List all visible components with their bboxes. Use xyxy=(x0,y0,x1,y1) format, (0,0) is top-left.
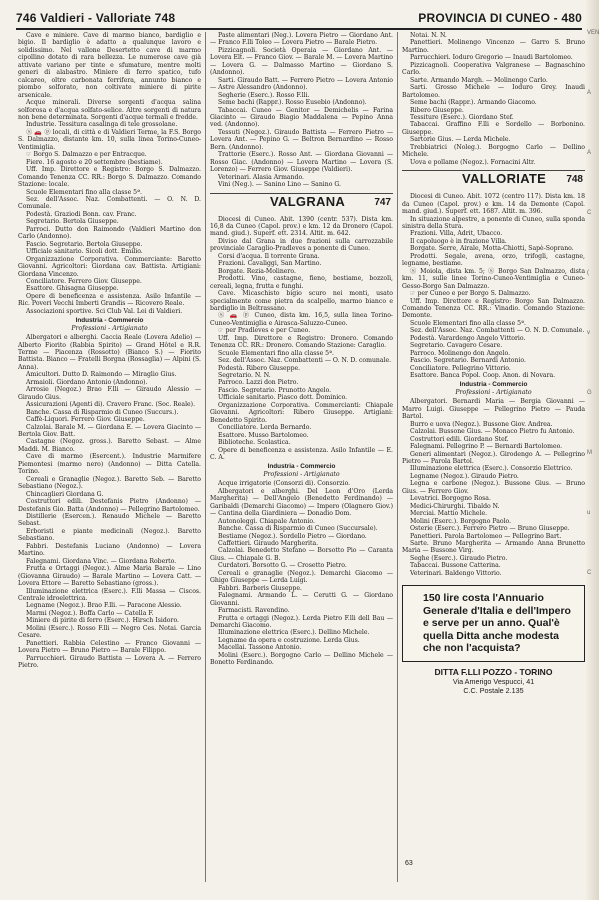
directory-entry: Albergatori. Bernardi Maria — Bergia Giovanni — Marro Luigi. Giuseppe — Pellegrino Pietro — Pauda Bartol. xyxy=(402,398,585,421)
directory-entry: Sarte. Armando Margh. — Molinengo Carlo. xyxy=(410,76,548,84)
paragraph: Fascio. Segretario. Prunotto Angelo. xyxy=(218,386,332,394)
paragraph: Opere di beneficenza e assistenza. Asilo Infantile — Ric. Poveri Vecchi Imberti Grandis — Ricovero Reale. xyxy=(18,292,201,308)
directory-entry: Seme bachi (Rappr.). Rosso Eusebio (Andonno). xyxy=(218,99,367,107)
paragraph: Cave e miniere. Cave di marmo bianco, bardiglio e bigio. Il bardiglio è adatto a qualunque lavoro e solidissimo. Nel vallone Desertetto cave di marmo cipollino dotato di rara bellezza. Le numerose cave già attivate variano per tinte e sfumature, mentre molti generi di alabastro. Miniere di ferro spatico, tufo calcareo, oltre carbonata ferrifera, annunto bianco e piombo solforato, non coltivate miniere di pirite arsenicale. xyxy=(18,32,201,99)
valdieri-business-list-cont xyxy=(210,32,393,189)
section-title: Industria - Commercio xyxy=(267,463,336,471)
paragraph: Fiere. 16 agosto e 20 settembre (bestiame). xyxy=(26,158,163,166)
directory-entry: Trebbiatrici (Noleg.). Borgogno Carlo — Dellino Michele. xyxy=(402,143,585,159)
paragraph: ☞ per Pradleves e per Cuneo. xyxy=(218,327,311,335)
section-subtitle: Professioni - Artigianato xyxy=(263,470,340,478)
paragraph: Organizzazione Corporativa. Commercianti: Chiapale Giovanni. Agricoltori: Ribero Giuseppe. Artigiani: Benedetto Spirito. xyxy=(210,401,393,424)
directory-entry: Segherie (Eserc.). Rosso F.lli. xyxy=(218,91,310,99)
edge-mark: C xyxy=(587,570,592,576)
paragraph: Podestà. Graziodi Bonn. cav. Franc. xyxy=(26,210,137,218)
paragraph: Sez. dell'Assoc. Naz. Combattenti — O. N. D. comunale. xyxy=(218,357,392,365)
valdieri-description xyxy=(18,32,201,315)
advertiser-block xyxy=(402,668,585,695)
directory-entry: Calzolai. Bussone Gius. — Monaco Pietro fu Antonio. xyxy=(410,428,575,436)
directory-entry: Generi alimentari (Negoz.). Girodengo A. — Pellegrino Pietro — Parola Bartol. xyxy=(402,450,585,466)
directory-entry: Frutta e ortaggi (Negoz.). Lerda Pietro F.lli dell Bau — Demarchi Giacomo. xyxy=(210,614,393,629)
directory-entry: Miniere di pirite di ferro (Eserc.). Hirsch Isidoro. xyxy=(26,617,179,625)
directory-entry: Falegnami. Armando L. — Cerutti G. — Giordano Giovanni. xyxy=(210,592,393,607)
paragraph: Conciliatore. Pellegrino Vittorio. xyxy=(410,364,511,372)
valdieri-business-list xyxy=(18,334,201,669)
ad-address: Via Amerigo Vespucci, 41 xyxy=(452,676,535,686)
paragraph: Opere di beneficenza e assistenza. Asilo Infantile — E. C. A. xyxy=(210,446,393,462)
ad-company: DITTA F.LLI POZZO - TORINO xyxy=(434,666,553,677)
section-subtitle: Professioni - Artigianato xyxy=(455,388,532,396)
paragraph: Parroco. Lazzi don Pietro. xyxy=(218,379,299,387)
paragraph: Esattore. Banca Popol. Coop. Anon. di Novara. xyxy=(410,372,556,380)
directory-entry: Arrosie (Negoz.) Brao F.lli — Giraudo Alessio — Giraudo Gius. xyxy=(18,386,201,401)
directory-entry: Uova e pollame (Negoz.). Fornacini Altr. xyxy=(410,158,536,166)
directory-entry: Tessiture (Eserc.). Giordano Stef. xyxy=(410,113,514,121)
town-code: 748 xyxy=(566,174,583,186)
directory-entry: Falegnami. Pellegrino P. — Bernardi Bartolomeo. xyxy=(410,443,563,451)
paragraph: Uff. Imp. Direttore e Registro: Borgo S. Dalmazzo. Comando Tenenza CC. RR.: Borgo S. Dalmazzo. Comando Stazione: locale. xyxy=(18,166,201,189)
directory-entry: Calzolai. Benedetto Stefano — Borsotto Pio — Caranta Gius. — Chiapale G. B. xyxy=(210,547,393,562)
paragraph: Ufficiale sanitario. Sicoli dott. Emilio. xyxy=(26,248,143,256)
directory-entry: Parrucchieri. Ioduro Gregorio — Inaudi Bartolomeo. xyxy=(410,54,573,62)
directory-entry: Tessuti (Negoz.). Giraudo Battista — Ferrero Pietro — Lovera Ant. — Pepino G. — Beltron Bernardino — Rosso Bern. (Andonno). xyxy=(210,128,393,151)
directory-entry: Parrucchieri. Giraudo Battista — Lovera A. — Ferrero Pietro. xyxy=(18,654,201,670)
edge-mark: VEN xyxy=(587,30,599,36)
directory-entry: Trattorie (Eserc.). Rosso Ant. — Giordana Giovanni — Rosso Giac. (Andonno) — Lovera Martino — Lovera (S. Lorenzo) — Ferrero Giov. Giuseppe (Valdieri). xyxy=(210,151,393,174)
town-code: 747 xyxy=(374,196,391,208)
directory-entry: Caffettieri. Giraudo Margherita. xyxy=(218,540,319,547)
running-header xyxy=(16,8,582,28)
page-number: 63 xyxy=(405,860,413,867)
valloriate-business-list xyxy=(402,398,585,577)
directory-entry: Illuminazione elettrica (Eserc.). Dellino Michele. xyxy=(218,629,370,637)
paragraph: Uff. Imp. Direttore e Registro: Dronero. Comando Tenenza CC. RR.: Dronero. Comando Stazione: Caraglio. xyxy=(210,334,393,350)
directory-entry: Seme bachi (Rappr.). Armando Giacomo. xyxy=(410,99,537,107)
directory-entry: Sartorie Gius. — Lerda Michele. xyxy=(410,136,511,144)
valgrana-business-list-cont xyxy=(402,32,585,166)
section-subtitle: Professioni - Artigianato xyxy=(71,324,148,332)
paragraph: Diocesi di Cuneo. Abit. 1390 (centr. 537). Dista km. 16,8 da Cuneo (Capol. prov.) e km. 12 da Dronero (Capol. mand. giud.). Superf. ett. 2314. Altit. m. 642. xyxy=(210,215,393,238)
edge-mark: G xyxy=(587,390,592,396)
directory-entry: Notai. N. N. xyxy=(410,32,447,39)
directory-entry: Sarti. Giraudo Batt. — Ferrero Pietro — Lovera Antonio — Astre Alessandro (Andonno). xyxy=(210,76,393,92)
directory-entry: Albergatori e alberghi. Caccia Reale (Lovera Adelio) — Alberto Fiorito (Rabbia Spirito) — Grand Hôtel e R.R. Terme — Piacenza (Rossotto) (Bianco S.) — Fiorito Battista. Bianco — Fratelli Borgna (Rossaglia) — Alpini (S. Anna). xyxy=(18,334,201,371)
directory-entry: Pizzicagnoli. Società Operaia — Giordano Ant. — Lovera Elt. — Franco Giov. — Barale M. — Lovera Martino — Lovera G. — Dalmasso Martino — Giordano S. (Andonno). xyxy=(210,46,393,77)
paragraph: Cave. Micaschisto bigio scuro nei monti, usato specialmente come pietra da scalpello, marmo bianco e bardiglio in Beltrassano. xyxy=(210,290,393,312)
section-title: Industria - Commercio xyxy=(75,317,144,325)
directory-entry: Pizzicagnoli. Cooperativa Valgranese — Bagnaschino Carlo. xyxy=(402,61,585,77)
directory-entry: Merciai. Mattio Michele. xyxy=(410,510,488,518)
directory-entry: Panettieri. Molinengo Vincenzo — Garro S. Bruno Martino. xyxy=(402,39,585,54)
edge-mark: A xyxy=(587,90,592,96)
directory-entry: Albergatori e alberghi. Del Leon d'Oro (Lerda Margherita) — Dell'Angelo (Benedetto Ferdinando) — Garibaldi (Demarchi Giacomo) — Impero (Olagnero Giov.) — Cantina della Giardiniera — Donadio Dom. xyxy=(210,487,393,518)
directory-entry: Legna e carbone (Negoz.). Bussone Gius. — Bruno Gius. — Ferrero Giov. xyxy=(402,480,585,495)
directory-entry: Tabaccai. Cuneo — Genitor — Demichelis — Farina Giacinto — Giraudo Biagio Maddalena — Pepino Anna ved. (Andonno). xyxy=(210,106,393,129)
directory-entry: Banche. Cassa di Risparmio di Cuneo (Succursale). xyxy=(218,525,378,533)
paragraph: Prodotti. Vino, castagne, fieno, bestiame, bozzoli, cereali, legna, frutta e funghi. xyxy=(210,275,393,290)
directory-entry: Falegnami. Giordana Vinc. — Giordana Roberto. xyxy=(26,557,177,565)
directory-entry: Tabaccai. Graffino F.lli e Sordello — Borbonino. Giuseppe. xyxy=(402,121,585,136)
section-title: Industria - Commercio xyxy=(459,381,528,389)
directory-entry: Paste alimentari (Neg.). Lovera Pietro — Giordano Ant. — Franco F.lli Toleo — Lovera Pietro — Barale Pietro. xyxy=(210,32,393,47)
directory-entry: Costruttori edili. Destefanis Pietro (Andonno) — Destefanis Gio. Batta (Andonno) — Pellegrino Bartolomeo. xyxy=(18,498,201,513)
paragraph: Frazioni. Cavaliggi, San Martino. xyxy=(218,260,322,268)
paragraph: In situazione alpestre, a ponente di Cuneo, sulla sponda sinistra della Stura. xyxy=(402,215,585,230)
directory-entry: Chincaglieri Giordana G. xyxy=(26,490,104,498)
paragraph: Biblioteche. Scolastica. xyxy=(218,439,291,447)
ad-text: 150 lire costa l'Annuario Generale d'Italia e dell'Impero e serve per un anno. Qual'è quella Ditta anche modesta che non l'acquista? xyxy=(423,592,571,655)
directory-entry: Macellai. Tassone Antonio. xyxy=(218,644,302,652)
paragraph: Diocesi di Cuneo. Abit. 1072 (centro 117). Dista km. 18 da Cuneo (Capol. prov.) e km. 14 da Demonte (Capol. mand. giud.). Superf. ett. 1687. Altit. m. 396. xyxy=(402,193,585,216)
paragraph: Scuole Elementari fino alla classe 5ª. xyxy=(26,188,142,196)
edge-mark: C xyxy=(587,210,592,216)
directory-entry: Caffè-Liquori. Ferrero Giov. Giuseppe. xyxy=(26,416,145,424)
column-divider xyxy=(397,32,398,882)
directory-entry: Vini (Neg.). — Sanino Lino — Sanino G. xyxy=(218,181,341,189)
directory-entry: Calzolai. Barale M. — Giordana E. — Lovera Giacinto — Bertola Giov. Batt. xyxy=(18,423,201,439)
directory-entry: Osterie (Eserc.). Ferrero Pietro — Bruno Giuseppe. xyxy=(410,525,570,533)
directory-entry: Marmi (Negoz.). Boffa Carlo — Catella F. xyxy=(26,609,154,617)
directory-entry: Burro e uova (Negoz.). Bussone Giov. Andrea. xyxy=(410,420,553,428)
paragraph: Borgate. Serre, Airale, Motta-Chiotti, Sapè-Soprano. xyxy=(410,245,574,253)
directory-entry: Fabbri. Barberis Giuseppe. xyxy=(218,584,302,592)
ad-postal: C.C. Postale 2.135 xyxy=(463,685,524,695)
paragraph: Esattore. Ghisagna Giuseppe. xyxy=(26,285,119,293)
column-1 xyxy=(18,32,201,892)
town-name: VALGRANA xyxy=(270,193,346,209)
column-2 xyxy=(210,32,393,892)
directory-entry: Amicultori. Dutto D. Raimondo — Miraglio Gius. xyxy=(26,371,177,379)
directory-entry: Erboristi e piante medicinali (Negoz.). Baretto Sebastiano. xyxy=(18,527,201,543)
paragraph: Parroci. Dutto don Raimondo (Valdieri Martino don Carlo (Andonno). xyxy=(18,225,201,241)
directory-entry: Molini (Eserc.). Borgogno Paolo. xyxy=(410,517,512,525)
directory-entry: Banche. Cassa di Risparmio di Cuneo (Succurs.). xyxy=(26,408,179,416)
valgrana-description xyxy=(210,216,393,462)
paragraph: Scuole Elementari fino alla classe 5ª. xyxy=(218,349,334,357)
directory-entry: Ribero Giuseppe. xyxy=(410,106,464,114)
paragraph: Sez. dell'Assoc. Naz. Combattenti — O. N. D. Comunale. xyxy=(410,327,585,335)
header-rule xyxy=(16,28,582,30)
directory-entry: Panettieri. Parola Bartolomeo — Pellegrino Bart. xyxy=(410,532,562,540)
directory-entry: Fabbri. Destefanis Luciano (Andonno) — Lovera Martino. xyxy=(18,542,201,558)
directory-entry: Castagne (Negoz. gross.). Baretto Sebast. — Alme Maddi. M. Bianco. xyxy=(18,438,201,453)
directory-entry: Autonoleggi. Chiapale Antonio. xyxy=(218,517,315,525)
paragraph: ☞ Borgo S. Dalmazzo e per Entracque. xyxy=(26,151,147,159)
directory-entry: Molini (Eserc.). Rosso F.lli — Negro Ces. Notai. Garcia Cesare. xyxy=(18,624,201,640)
column-divider xyxy=(205,32,206,882)
edge-mark: u xyxy=(587,510,591,516)
directory-entry: Veterinari. Alasia Armando. xyxy=(218,173,304,181)
paragraph: Ⓢ 🚗 ⓟ locali, di città e di Valdieri Terme, la F.S. Borgo S. Dalmazzo, distante km. 10, sulla linea Torino-Cuneo-Ventimiglia. xyxy=(18,128,201,151)
directory-entry: Armaioli. Giordano Antonio (Andonno). xyxy=(26,378,148,386)
paragraph: Conciliatore. Ferrero Giov. Giuseppe. xyxy=(26,277,142,285)
town-heading-valloriate xyxy=(402,170,585,191)
directory-entry: Sarte. Bruno Margherita — Armando Anna Brunetto Maria — Bussone Virg. xyxy=(402,540,585,555)
directory-entry: Bestiame (Negoz.). Sordello Pietro — Giordano. xyxy=(218,532,367,540)
directory-entry: Panettieri. Rabbia Celestino — Franco Giovanni — Lovera Pietro — Bruno Pietro — Barale Filippo. xyxy=(18,639,201,655)
valgrana-business-list xyxy=(210,480,393,666)
paragraph: Industrie. Tessitura casalinga di tele grossolane. xyxy=(26,121,178,129)
paragraph: Frazioni. Villa, Adrit, Ubacco. xyxy=(410,230,503,238)
edge-mark: v xyxy=(587,330,590,336)
paragraph: Il capoluogo è in frazione Villa. xyxy=(410,237,507,245)
column-3 xyxy=(402,32,585,892)
directory-entry: Seghe (Eserc.). Giraudo Pietro. xyxy=(410,554,508,562)
directory-entry: Costruttori edili. Giordano Stef. xyxy=(410,435,509,443)
paragraph: Fascio. Segretario. Bernardi Antonio. xyxy=(410,357,526,365)
directory-entry: Legname da opera e costruzione. Lerda Gius. xyxy=(218,636,360,644)
directory-entry: Legname (Negoz.). Giraudo Pietro. xyxy=(410,472,519,480)
directory-entry: Farmacisti. Ravendino. xyxy=(218,607,290,615)
adjacent-page-edge xyxy=(585,0,599,900)
header-right: PROVINCIA DI CUNEO - 480 xyxy=(418,11,582,25)
directory-entry: Legname (Negoz.). Brao F.lli. — Paracone Alessio. xyxy=(26,602,182,610)
paragraph: Esattore. Musso Bartolomeo. xyxy=(218,431,309,439)
directory-entry: Sarti. Grosso Michele — Ioduro Grey. Inaudi Bartolomeo. xyxy=(402,84,585,99)
paragraph: Scuole Elementari fino alla classe 5ª. xyxy=(410,319,526,327)
directory-entry: Illuminazione elettrica (Eserc.). Consorzio Elettrico. xyxy=(410,465,573,473)
paragraph: Ⓢ 🚗 ⓟ Cuneo, dista km. 16,5, sulla linea Torino-Cuneo-Ventimiglia e Airasca-Saluzzo-Cuneo. xyxy=(210,312,393,327)
paragraph: Ⓢ Moiola, dista km. 5; Ⓢ Borgo San Dalmazzo, dista km. 11, sulle linee Torino-Cuneo-Ventimiglia e Cuneo-Gesso-Borgo San Dalmazzo. xyxy=(402,267,585,290)
edge-mark: M xyxy=(587,450,592,456)
paragraph: Acque minerali. Diverse sorgenti d'acqua salina solforosa e d'acqua solfato-selice. Altre sorgenti di natura non bene determinata. Sorgenti d'acque termali e fredde. xyxy=(18,99,201,121)
directory-entry: Tabaccai. Bussone Catterina. xyxy=(410,562,501,570)
paragraph: Parroco. Molinengo don Angelo. xyxy=(410,349,511,357)
directory-entry: Distillerie (Esercen.). Renaudo Michele — Baretto Sebast. xyxy=(18,513,201,528)
directory-entry: Assicurazioni (Agenti di). Cravero Franc. (Soc. Reale). xyxy=(26,401,196,409)
directory-entry: Medici-Chirurghi. Tibaldo N. xyxy=(410,502,500,510)
valloriate-description xyxy=(402,193,585,379)
town-heading-valgrana xyxy=(210,193,393,214)
directory-entry: Levatrici. Borgogno Rosa. xyxy=(410,495,491,503)
paragraph: Prodotti. Segale, avena, orzo, trifogli, castagne, legname, bestiame. xyxy=(402,252,585,268)
paragraph: Borgate. Rezia-Molinero. xyxy=(218,267,296,275)
directory-entry: Illuminazione elettrica (Eserc.). F.lli Massa — Ciscos. Centrale idroelettrica. xyxy=(18,587,201,602)
paragraph: Associazioni sportive. Sci Club Val. Lei di Valdieri. xyxy=(26,307,183,315)
paragraph: Ufficiale sanitario. Piasco dott. Dominico. xyxy=(218,394,348,402)
edge-mark: ( xyxy=(587,270,589,276)
paragraph: Podestà. Varardengo Angelo Vittorio. xyxy=(410,334,526,342)
directory-entry: Cave di marmo (Esercent.). Industrie Marmifere Piemontesi (marmo nero) (Andonno) — Ditta Catella. Torino. xyxy=(18,453,201,476)
paragraph: Fascio. Segretario. Bertola Giuseppe. xyxy=(26,240,143,248)
paragraph: Organizzazione Corporativa. Commerciante: Baretto Giovanni. Agricoltori: Giordana cav. Battista. Artigiani: Giordana Vincenzo. xyxy=(18,255,201,278)
paragraph: Podestà. Ribero Giuseppe. xyxy=(218,364,301,372)
advertisement-box xyxy=(402,585,585,662)
paragraph: Conciliatore. Lerda Bernardo. xyxy=(218,424,312,432)
edge-mark: A xyxy=(587,150,592,156)
town-name: VALLORIATE xyxy=(462,171,547,187)
paragraph: Diviso dal Grana in due frazioni sulla carrozzabile provinciale Caraglio-Pradleves a ponente di Cuneo. xyxy=(210,237,393,253)
paragraph: Corsi d'acqua. Il torrente Grana. xyxy=(218,252,320,260)
header-left: 746 Valdieri - Valloriate 748 xyxy=(16,11,176,25)
directory-entry: Curdatori. Borsotto G. — Crosetto Pietro. xyxy=(218,562,347,570)
directory-entry: Cereali e Granaglie (Negoz.). Baretto Seb. — Baretto Sebastiano (Negoz.). xyxy=(18,475,201,491)
paragraph: Segretario. Bertola Giuseppe. xyxy=(26,218,119,226)
paragraph: Uff. Imp. Direttore e Registro: Borgo San Dalmazzo. Comando Tenenza CC. RR.: Vinadio. Comando Stazione: Demonte. xyxy=(402,297,585,320)
paragraph: ☞ per Cuneo e per Borgo S. Dalmazzo. xyxy=(410,290,531,298)
directory-entry: Veterinari. Baldengo Vittorio. xyxy=(410,569,502,577)
directory-entry: Acque irrigatorie (Consorzi di). Consorzio. xyxy=(218,480,351,488)
directory-entry: Molini (Eserc.). Borgogno Carlo — Dellino Michele — Bonetto Ferdinando. xyxy=(210,651,393,667)
paragraph: Sez. dell'Assoc. Naz. Combattenti. — O. N. D. Comunale. xyxy=(18,195,201,211)
directory-entry: Frutta e Ortaggi (Negoz.). Alme Maria Barale — Lino (Giovanna Giraudo) — Barale Martino — Lovera Catt. — Lovera Ettore — Baretto Sebastiano (gross.). xyxy=(18,565,201,588)
directory-entry: Cereali e granaglie (Negoz.). Demarchi Giacomo — Ghigo Giuseppe — Lerda Luigi. xyxy=(210,569,393,585)
paragraph: Segretario. Cavagero Cesare. xyxy=(410,342,503,350)
paragraph: Segretario. N. N. xyxy=(218,372,271,380)
